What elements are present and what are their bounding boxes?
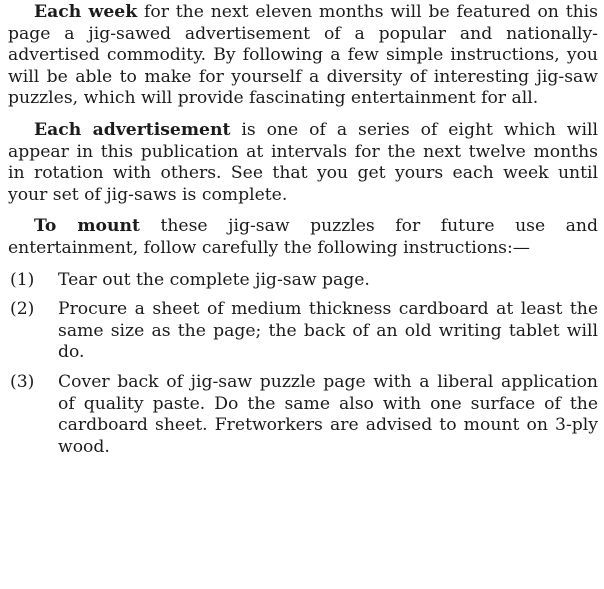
paragraph-lead: To mount [34, 216, 140, 237]
step-number: (3) [10, 371, 35, 392]
paragraph-text: these jig-saw puzzles for future use and entertainment, follow carefully the following instructions:— [8, 216, 598, 258]
instruction-list [8, 270, 598, 459]
step-text: Procure a sheet of medium thickness cardboard at least the same size as the page; the back of an old writing tablet will do. [58, 299, 598, 363]
paragraph-text: for the next eleven months will be featured on this page a jig-sawed advertisement of a popular and nationally-advertised commodity. By following a few simple instructions, you will be able to make for yourself a diversity of interesting jig-saw puzzles, which will provide fascinating entertainment for all. [8, 2, 598, 109]
paragraph-each-advertisement [8, 120, 598, 206]
paragraph-to-mount [8, 216, 598, 259]
instruction-step-2 [8, 299, 598, 364]
paragraph-lead: Each advertisement [34, 119, 231, 140]
paragraph-each-week [8, 2, 598, 110]
instruction-step-1 [8, 270, 598, 292]
instruction-step-3 [8, 372, 598, 458]
paragraph-text: is one of a series of eight which will appear in this publication at intervals for the next twelve months in rotation with others. See that you get yours each week until your set of jig-saws is complete. [8, 119, 599, 205]
step-number: (2) [10, 299, 35, 320]
paragraph-lead: Each week [34, 2, 138, 22]
step-number: (1) [10, 269, 35, 290]
step-text: Tear out the complete jig-saw page. [58, 269, 370, 290]
step-text: Cover back of jig-saw puzzle page with a liberal application of quality paste. Do the same also with one surface of the cardboard sheet. Fretworkers are advised to mount on 3-ply wood. [58, 371, 598, 457]
